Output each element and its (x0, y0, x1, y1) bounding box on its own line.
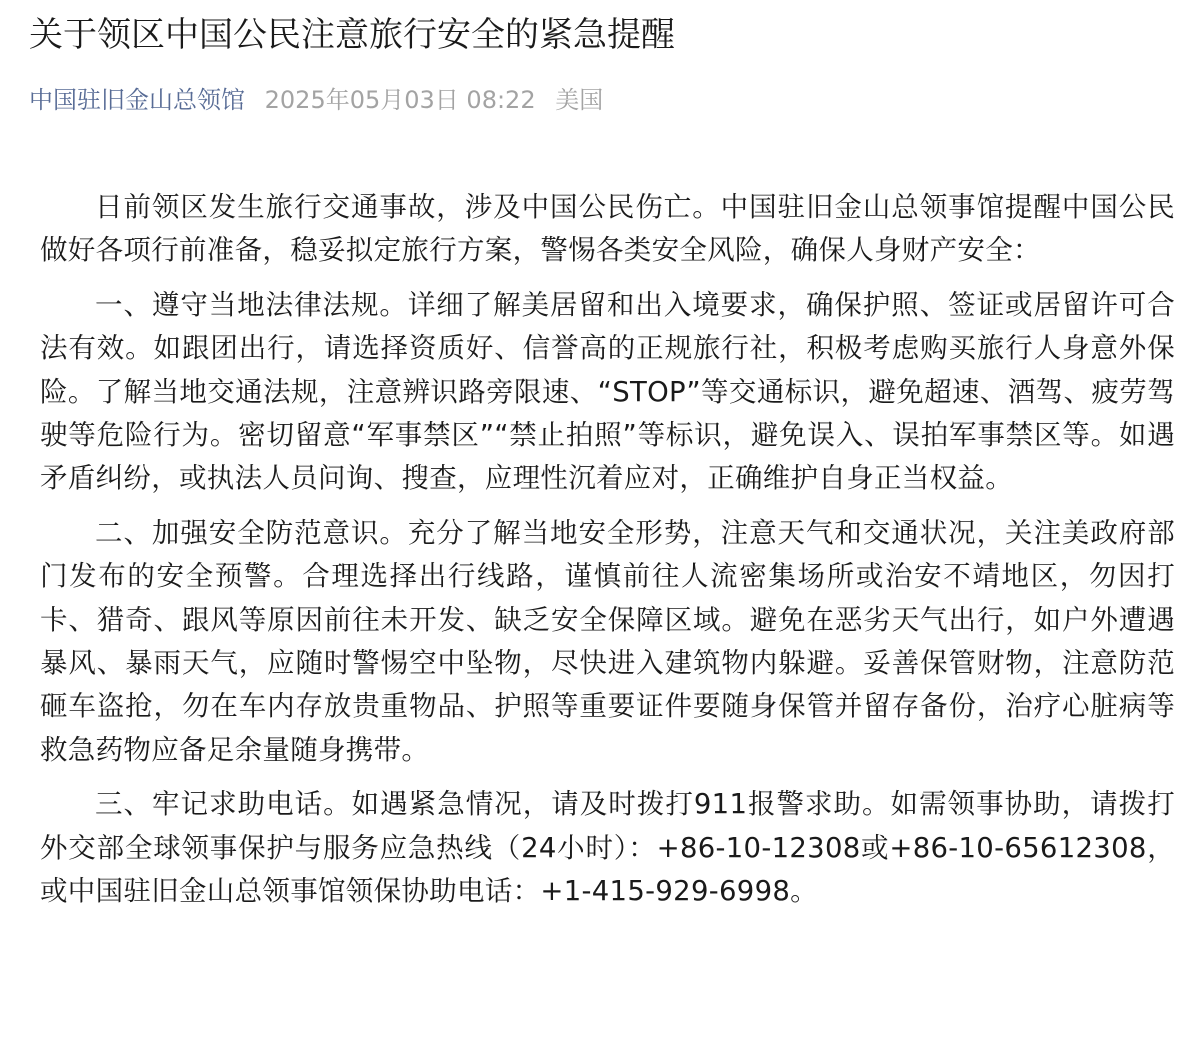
paragraph-safety: 二、加强安全防范意识。充分了解当地安全形势，注意天气和交通状况，关注美政府部门发布的安全预警。合理选择出行线路，谨慎前往人流密集场所或治安不靖地区，勿因打卡、猎奇、跟风等原因前往未开发、缺乏安全保障区域。避免在恶劣天气出行，如户外遭遇暴风、暴雨天气，应随时警惕空中坠物，尽快进入建筑物内躲避。妥善保管财物，注意防范砸车盗抢，勿在车内存放贵重物品、护照等重要证件要随身保管并留存备份，治疗心脏病等救急药物应备足余量随身携带。 (40, 516, 1175, 766)
publish-location: 美国 (555, 86, 604, 114)
publish-datetime: 2025年05月03日 08:22 (264, 86, 536, 114)
source-account-link[interactable]: 中国驻旧金山总领馆 (29, 86, 245, 114)
article-body (40, 186, 1175, 925)
paragraph-hotline: 三、牢记求助电话。如遇紧急情况，请及时拨打911报警求助。如需领事协助，请拨打外交部全球领事保护与服务应急热线（24小时）：+86-10-12308或+86-10-65612308，或中国驻旧金山总领事馆领保协助电话：+1-415-929-6998。 (40, 788, 1175, 908)
article-meta (29, 80, 603, 120)
paragraph-law: 一、遵守当地法律法规。详细了解美居留和出入境要求，确保护照、签证或居留许可合法有效。如跟团出行，请选择资质好、信誉高的正规旅行社，积极考虑购买旅行人身意外保险。了解当地交通法规，注意辨识路旁限速、“STOP”等交通标识，避免超速、酒驾、疲劳驾驶等危险行为。密切留意“军事禁区”“禁止拍照”等标识，避免误入、误拍军事禁区等。如遇矛盾纠纷，或执法人员问询、搜查，应理性沉着应对，正确维护自身正当权益。 (40, 288, 1175, 495)
paragraph-intro: 日前领区发生旅行交通事故，涉及中国公民伤亡。中国驻旧金山总领事馆提醒中国公民做好各项行前准备，稳妥拟定旅行方案，警惕各类安全风险，确保人身财产安全： (40, 191, 1175, 267)
article-title: 关于领区中国公民注意旅行安全的紧急提醒 (29, 15, 675, 55)
